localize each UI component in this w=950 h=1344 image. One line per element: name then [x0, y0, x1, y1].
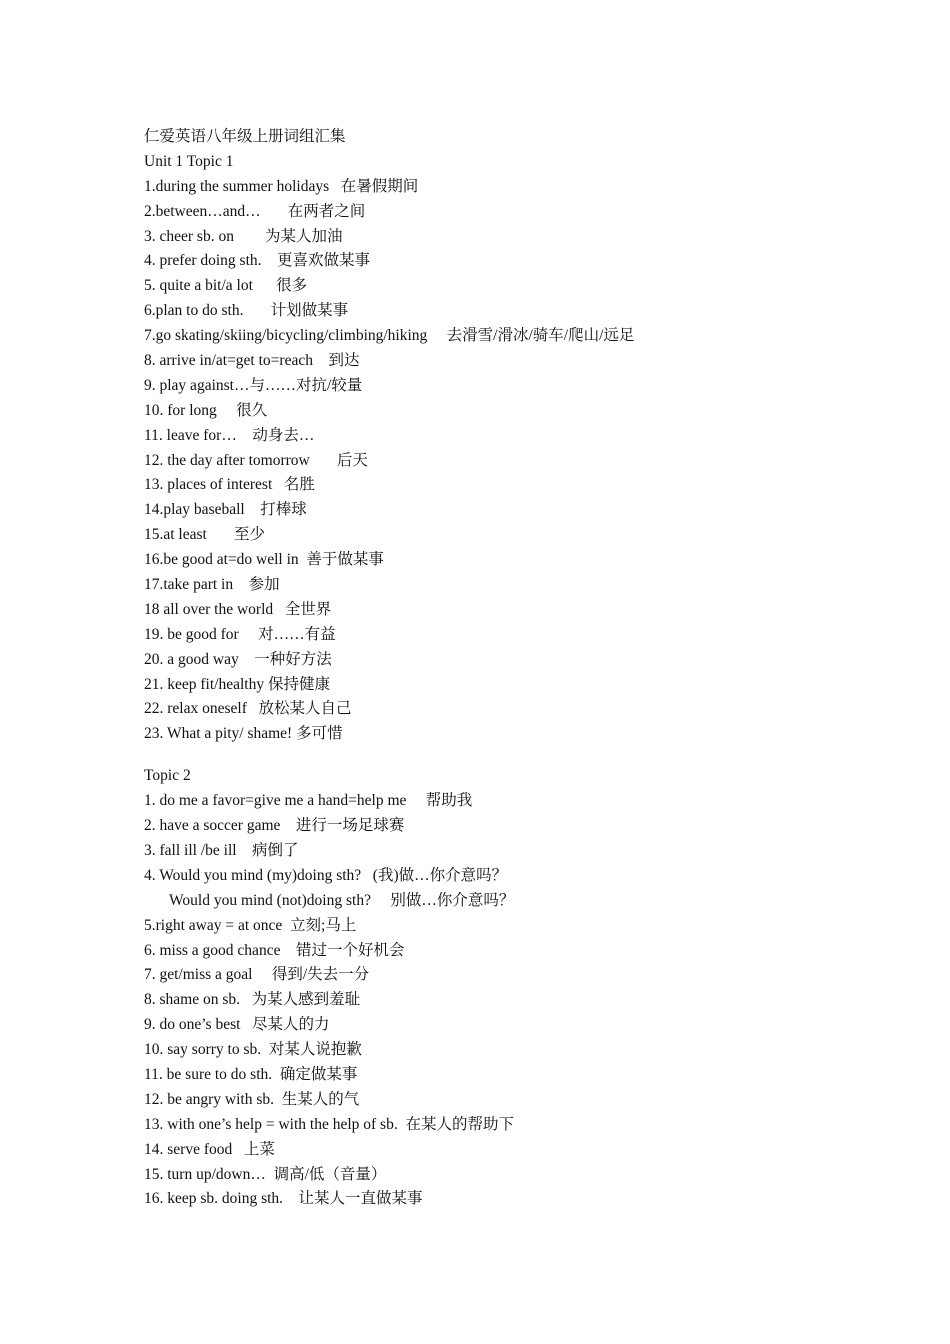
list-item: 7. get/miss a goal 得到/失去一分 [144, 966, 370, 984]
list-item: 8. shame on sb. 为某人感到羞耻 [144, 991, 361, 1009]
list-item: 1.during the summer holidays 在暑假期间 [144, 177, 419, 195]
list-item: 9. play against…与……对抗/较量 [144, 376, 363, 394]
list-item: 14. serve food 上菜 [144, 1140, 275, 1158]
list-item: 11. be sure to do sth. 确定做某事 [144, 1065, 358, 1083]
list-item: 12. the day after tomorrow 后天 [144, 451, 368, 469]
list-item: 7.go skating/skiing/bicycling/climbing/hiking 去滑雪/滑冰/骑车/爬山/远足 [144, 327, 635, 345]
list-item: 20. a good way 一种好方法 [144, 650, 332, 668]
list-item: 11. leave for… 动身去… [144, 426, 315, 444]
list-item: 3. fall ill /be ill 病倒了 [144, 841, 299, 859]
list-item: 16. keep sb. doing sth. 让某人一直做某事 [144, 1190, 423, 1208]
list-item: 9. do one’s best 尽某人的力 [144, 1016, 330, 1034]
list-item: 2.between…and… 在两者之间 [144, 202, 366, 220]
document-title: 仁爱英语八年级上册词组汇集 [144, 128, 346, 145]
list-item: 23. What a pity/ shame! 多可惜 [144, 725, 343, 743]
list-item: 5. quite a bit/a lot 很多 [144, 277, 308, 295]
list-item: 10. for long 很久 [144, 401, 268, 419]
list-item: 4. Would you mind (my)doing sth? (我)做…你介意吗？ [144, 866, 508, 884]
list-item: 14.play baseball 打棒球 [144, 501, 307, 519]
list-item: 17.take part in 参加 [144, 576, 280, 594]
list-item: 13. places of interest 名胜 [144, 476, 315, 494]
list-item: 18 all over the world 全世界 [144, 600, 332, 618]
list-item: 15.at least 至少 [144, 526, 265, 544]
list-item: 19. be good for 对……有益 [144, 625, 336, 643]
list-item: 15. turn up/down… 调高/低（音量） [144, 1165, 387, 1183]
section-spacer [144, 747, 904, 764]
list-item: 3. cheer sb. on 为某人加油 [144, 227, 343, 245]
list-item: 10. say sorry to sb. 对某人说抱歉 [144, 1041, 362, 1059]
list-item: 4. prefer doing sth. 更喜欢做某事 [144, 252, 371, 270]
document-page [144, 125, 904, 1212]
section-heading-unit1-topic1: Unit 1 Topic 1 [144, 152, 234, 170]
list-item: 22. relax oneself 放松某人自己 [144, 700, 352, 718]
list-item: 12. be angry with sb. 生某人的气 [144, 1090, 360, 1108]
phrase-list-topic1 [144, 175, 904, 747]
section-heading-topic2: Topic 2 [144, 767, 191, 785]
list-item: 1. do me a favor=give me a hand=help me 帮助我 [144, 792, 473, 810]
list-item: 13. with one’s help = with the help of sb. 在某人的帮助下 [144, 1115, 514, 1133]
list-item-continuation: Would you mind (not)doing sth? 别做…你介意吗？ [169, 891, 515, 909]
list-item: 8. arrive in/at=get to=reach 到达 [144, 352, 360, 370]
list-item: 6. miss a good chance 错过一个好机会 [144, 941, 405, 959]
list-item: 5.right away = at once 立刻;马上 [144, 916, 357, 934]
phrase-list-topic2 [144, 789, 904, 1212]
list-item: 21. keep fit/healthy 保持健康 [144, 675, 330, 693]
list-item: 2. have a soccer game 进行一场足球赛 [144, 817, 405, 835]
list-item: 6.plan to do sth. 计划做某事 [144, 302, 349, 320]
list-item: 16.be good at=do well in 善于做某事 [144, 551, 384, 569]
